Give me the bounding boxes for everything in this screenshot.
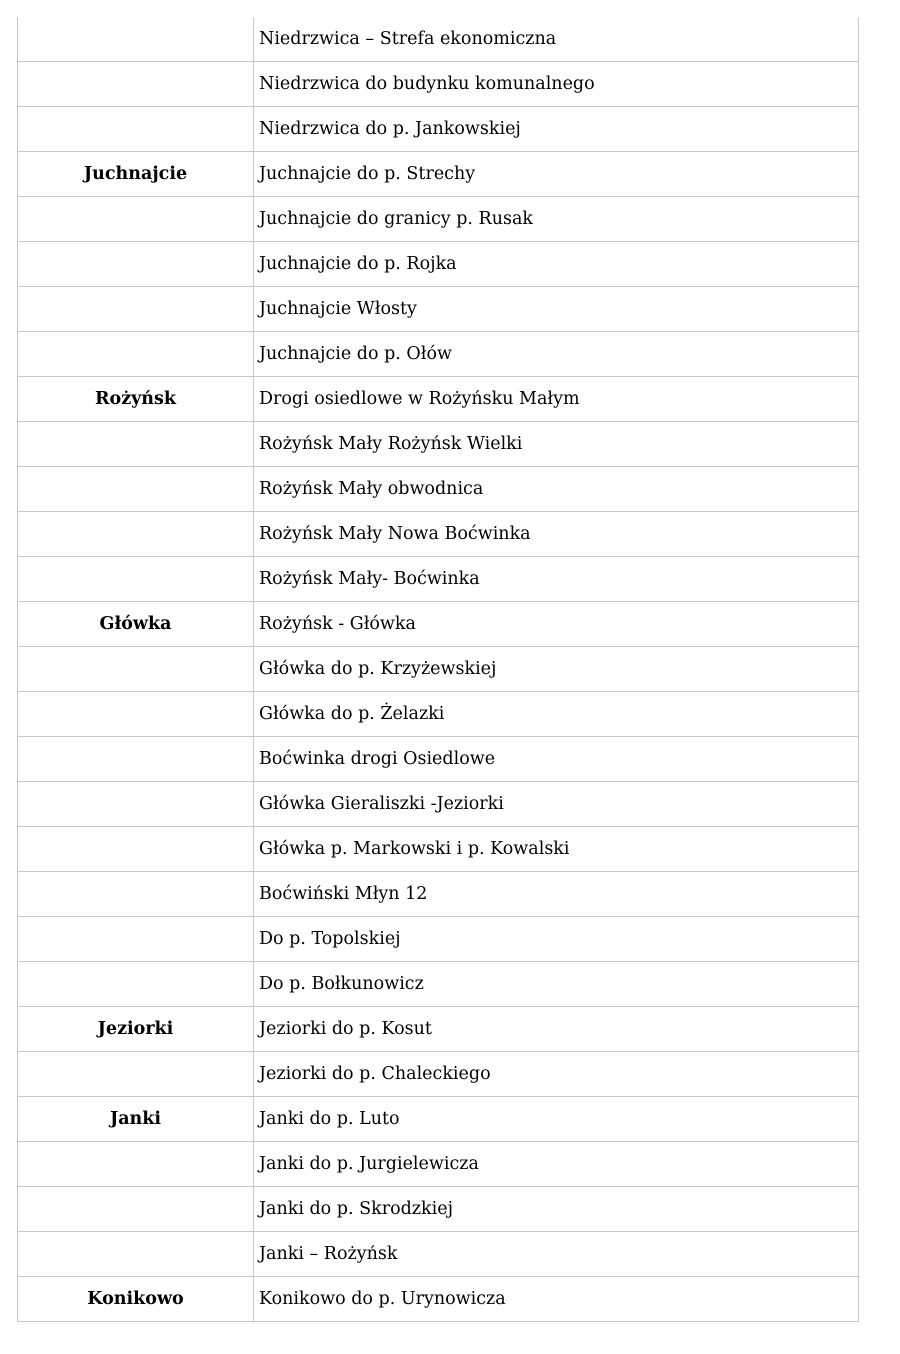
- table-row: [18, 152, 859, 197]
- village-cell: [18, 62, 254, 107]
- road-cell: Główka do p. Krzyżewskiej: [254, 647, 859, 692]
- table-row: [18, 1142, 859, 1187]
- road-cell: Jeziorki do p. Kosut: [254, 1007, 859, 1052]
- table-row: [18, 827, 859, 872]
- table-row: [18, 602, 859, 647]
- road-cell: Janki do p. Jurgielewicza: [254, 1142, 859, 1187]
- road-cell: Boćwiński Młyn 12: [254, 872, 859, 917]
- road-cell: Główka p. Markowski i p. Kowalski: [254, 827, 859, 872]
- road-cell: Rożyńsk Mały Rożyńsk Wielki: [254, 422, 859, 467]
- village-cell: [18, 467, 254, 512]
- table-row: [18, 467, 859, 512]
- table-row: [18, 377, 859, 422]
- road-cell: Główka do p. Żelazki: [254, 692, 859, 737]
- table-row: [18, 1097, 859, 1142]
- road-cell: Rożyńsk Mały obwodnica: [254, 467, 859, 512]
- table-row: [18, 1232, 859, 1277]
- table-row: [18, 422, 859, 467]
- table-row: [18, 242, 859, 287]
- table-row: [18, 782, 859, 827]
- road-cell: Rożyńsk Mały- Boćwinka: [254, 557, 859, 602]
- village-cell: [18, 917, 254, 962]
- village-cell: [18, 647, 254, 692]
- village-cell: [18, 962, 254, 1007]
- table-row: [18, 107, 859, 152]
- village-cell: [18, 242, 254, 287]
- village-cell: [18, 782, 254, 827]
- village-cell: Jeziorki: [18, 1007, 254, 1052]
- table-row: [18, 917, 859, 962]
- road-cell: Do p. Bołkunowicz: [254, 962, 859, 1007]
- table-row: [18, 197, 859, 242]
- village-cell: [18, 1232, 254, 1277]
- village-cell: [18, 422, 254, 467]
- village-cell: Janki: [18, 1097, 254, 1142]
- road-cell: Konikowo do p. Urynowicza: [254, 1277, 859, 1322]
- village-cell: [18, 197, 254, 242]
- table-row: [18, 1187, 859, 1232]
- road-cell: Rożyńsk Mały Nowa Boćwinka: [254, 512, 859, 557]
- table-row: [18, 692, 859, 737]
- road-cell: Rożyńsk - Główka: [254, 602, 859, 647]
- roads-table: [17, 17, 859, 1322]
- road-cell: Janki do p. Luto: [254, 1097, 859, 1142]
- table-row: [18, 1007, 859, 1052]
- village-cell: [18, 1187, 254, 1232]
- village-cell: Rożyńsk: [18, 377, 254, 422]
- road-cell: Niedrzwica do p. Jankowskiej: [254, 107, 859, 152]
- roads-table-body: [18, 17, 859, 1322]
- village-cell: Konikowo: [18, 1277, 254, 1322]
- road-cell: Główka Gieraliszki -Jeziorki: [254, 782, 859, 827]
- village-cell: [18, 872, 254, 917]
- road-cell: Jeziorki do p. Chaleckiego: [254, 1052, 859, 1097]
- table-row: [18, 962, 859, 1007]
- village-cell: [18, 557, 254, 602]
- table-row: [18, 1052, 859, 1097]
- village-cell: [18, 827, 254, 872]
- village-cell: [18, 107, 254, 152]
- road-cell: Juchnajcie do p. Ołów: [254, 332, 859, 377]
- village-cell: [18, 1142, 254, 1187]
- table-row: [18, 17, 859, 62]
- village-cell: [18, 1052, 254, 1097]
- table-row: [18, 647, 859, 692]
- road-cell: Niedrzwica – Strefa ekonomiczna: [254, 17, 859, 62]
- road-cell: Juchnajcie do p. Rojka: [254, 242, 859, 287]
- village-cell: [18, 332, 254, 377]
- village-cell: [18, 17, 254, 62]
- village-cell: [18, 692, 254, 737]
- village-cell: Juchnajcie: [18, 152, 254, 197]
- road-cell: Drogi osiedlowe w Rożyńsku Małym: [254, 377, 859, 422]
- table-row: [18, 62, 859, 107]
- table-row: [18, 737, 859, 782]
- road-cell: Do p. Topolskiej: [254, 917, 859, 962]
- road-cell: Juchnajcie Włosty: [254, 287, 859, 332]
- village-cell: [18, 512, 254, 557]
- village-cell: Główka: [18, 602, 254, 647]
- table-row: [18, 287, 859, 332]
- road-cell: Juchnajcie do p. Strechy: [254, 152, 859, 197]
- road-cell: Janki do p. Skrodzkiej: [254, 1187, 859, 1232]
- table-row: [18, 1277, 859, 1322]
- road-cell: Janki – Rożyńsk: [254, 1232, 859, 1277]
- table-row: [18, 872, 859, 917]
- village-cell: [18, 737, 254, 782]
- village-cell: [18, 287, 254, 332]
- table-row: [18, 512, 859, 557]
- table-row: [18, 557, 859, 602]
- road-cell: Niedrzwica do budynku komunalnego: [254, 62, 859, 107]
- road-cell: Juchnajcie do granicy p. Rusak: [254, 197, 859, 242]
- table-row: [18, 332, 859, 377]
- road-cell: Boćwinka drogi Osiedlowe: [254, 737, 859, 782]
